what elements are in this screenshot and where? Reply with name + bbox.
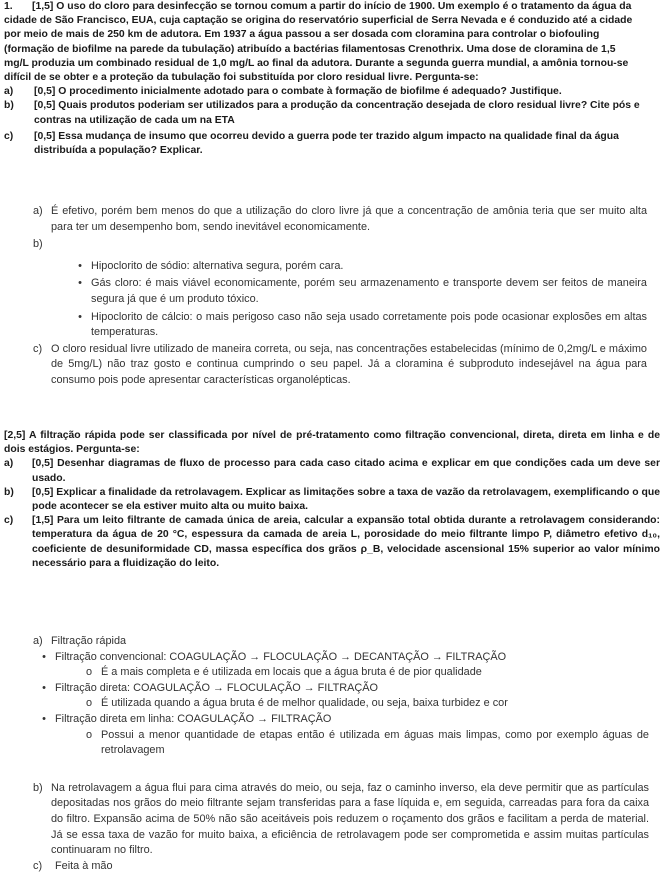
- circle-bullet-icon: o: [85, 666, 93, 679]
- question-line: por meio de mais de 250 km de adutora. Em 1937 a água passou a ser dosada com cloramina para controlar o biofouling: [4, 29, 600, 41]
- question-item-text: [0,5] Desenhar diagramas de fluxo de processo para cada caso citado acima e explicar em que condições cada um deve ser usado.: [32, 458, 660, 484]
- bullet-icon: •: [78, 259, 82, 272]
- question-item: a) [0,5] Desenhar diagramas de fluxo de processo para cada caso citado acima e explicar em que condições cada um deve ser usado.: [4, 457, 660, 485]
- question-line: cidade de São Francisco, EUA, cuja captação se origina do reservatório superficial de Serra Nevada e é conduzido até a cidade: [4, 15, 633, 27]
- question-line: O uso do cloro para desinfecção se tornou comum a partir do início de 1900. Um exemplo é o tratamento da água da: [56, 1, 632, 12]
- list-item: • Filtração convencional: COAGULAÇÃO → FLOCULAÇÃO → DECANTAÇÃO → FILTRAÇÃO: [33, 650, 649, 666]
- list-item: • Filtração direta: COAGULAÇÃO → FLOCULAÇÃO → FILTRAÇÃO: [33, 681, 649, 697]
- answer-text: É efetivo, porém bem menos do que a utilização do cloro livre já que a concentração de amônia teria que ser muito alta para ter um desempenho bom, sendo inevitável economicamente.: [51, 205, 647, 233]
- bullet-icon: •: [42, 712, 46, 725]
- question-item-text: [0,5] O procedimento inicialmente adotado para o combate à formação de biofilme é adequado? Justifique.: [34, 86, 562, 98]
- list-item: • Hipoclorito de sódio: alternativa segura, porém cara.: [69, 259, 647, 275]
- question-score: [1,5]: [32, 1, 54, 12]
- question-item: c) [0,5] Essa mudança de insumo que ocorreu devido a guerra pode ter trazido algum impacto na qualidade final da água distribuída a população? Explicar.: [4, 130, 660, 158]
- answer-bullet-list: [33, 259, 647, 341]
- question-line: mg/L produzia um combinado residual de 1,0 mg/L ao final da adutora. Durante a segunda guerra mundial, a amônia tornou-se: [4, 57, 629, 69]
- answer-text: Feita à mão: [55, 859, 113, 872]
- bullet-icon: •: [78, 277, 82, 290]
- question-item: c) [1,5] Para um leito filtrante de camada única de areia, calcular a expansão total obtida durante a retrolavagem considerando: temperatura da água de 20 °C, espessura da camada de areia L, porosidade do meio filtrante limpo P, diâmetro efetivo d₁₀, coeficiente de desuniformidade CD, massa específica dos grãos ρ_B, velocidade ascensional 15% superior ao valor mínimo necessário para a fluidização do leito.: [4, 514, 660, 571]
- list-item: • Filtração direta em linha: COAGULAÇÃO → FILTRAÇÃO: [33, 712, 649, 728]
- question-item-text: [0,5] Quais produtos poderiam ser utilizados para a produção da concentração desejada de cloro residual livre? Cite pós e contras na utilização de cada um na ETA: [34, 100, 640, 126]
- answer-text: Na retrolavagem a água flui para cima através do meio, ou seja, faz o caminho inverso, ela deve permitir que as partículas depositadas nos grãos do meio filtrante sejam transferidas para a fase líquida e, em seguida, carreadas para fora da caixa do filtro. Expansão acima de 50% não são aceitáveis pois reduzem o roçamento dos grãos e facilitam a perda de material. Já se essa taxa de vazão for muito baixa, a eficiência de retrolavagem pode ser comprometida e assim muitas partículas continuaram no filtro.: [51, 781, 649, 857]
- bullet-icon: •: [78, 310, 82, 323]
- sub-list-item: o Possui a menor quantidade de etapas então é utilizada em águas mais limpas, como por exemplo águas de retrolavagem: [33, 728, 649, 759]
- bullet-icon: •: [42, 681, 46, 694]
- answer-item-a: a) É efetivo, porém bem menos do que a utilização do cloro livre já que a concentração de amônia teria que ser muito alta para ter um desempenho bom, sendo inevitável economicamente.: [33, 204, 647, 235]
- answer-title: Filtração rápida: [51, 635, 127, 647]
- answer-item-b: b): [33, 238, 43, 251]
- list-item: • Gás cloro: é mais viável economicamente, porém seu armazenamento e transporte devem ser feitos de maneira segura já que é um produto tóxico.: [69, 276, 647, 307]
- question-line: (formação de biofilme na parede da tubulação) atribuído a bactérias filamentosas Crenothrix. Uma dose de cloramina de 1,5: [4, 43, 616, 55]
- question-item-text: [1,5] Para um leito filtrante de camada única de areia, calcular a expansão total obtida durante a retrolavagem considerando: temperatura da água de 20 °C, espessura da camada de areia L, porosidade do meio filtrante limpo P, diâmetro efetivo d₁₀, coeficiente de desuniformidade CD, massa específica dos grãos ρ_B, velocidade ascensional 15% superior ao valor mínimo necessário para a fluidização do leito.: [32, 515, 660, 569]
- question-intro: [2,5] A filtração rápida pode ser classificada por nível de pré-tratamento como filtração convencional, direta, direta em linha e de dois estágios. Pergunta-se:: [4, 430, 660, 456]
- answer-2: [33, 634, 649, 874]
- sub-list-item: o É utilizada quando a água bruta é de melhor qualidade, ou seja, baixa turbidez e cor: [33, 696, 649, 712]
- question-2: [4, 429, 660, 571]
- circle-bullet-icon: o: [85, 697, 93, 710]
- question-item: b) [0,5] Explicar a finalidade da retrolavagem. Explicar as limitações sobre a taxa de vazão da retrolavagem, exemplificando o que pode acontecer se ela estiver muito alta ou muito baixa.: [4, 486, 660, 514]
- answer-item-a: a) Filtração rápida: [33, 634, 649, 650]
- question-line: difícil de se obter e a proteção da tubulação foi substituída por cloro residual livre. Pergunta-se:: [4, 72, 479, 84]
- circle-bullet-icon: o: [85, 728, 93, 741]
- question-item-text: [0,5] Essa mudança de insumo que ocorreu devido a guerra pode ter trazido algum impacto na qualidade final da água distribuída a população? Explicar.: [34, 130, 619, 157]
- question-item-text: [0,5] Explicar a finalidade da retrolavagem. Explicar as limitações sobre a taxa de vazão da retrolavagem, exemplificando o que pode acontecer se ela estiver muito alta ou muito baixa.: [32, 486, 660, 513]
- list-item: • Hipoclorito de cálcio: o mais perigoso caso não seja usado corretamente pois pode ocasionar explosões em altas temperaturas.: [69, 310, 647, 341]
- answer-text: O cloro residual livre utilizado de maneira correta, ou seja, nas concentrações estabelecidas (mínimo de 0,2mg/L e máximo de 5mg/L) não traz gosto e continua cumprindo o seu papel. Já a cloramina é subproduto indesejável na água para consumo pois pode apresentar características organolépticas.: [51, 342, 647, 386]
- answer-item-c: c) Feita à mão: [33, 859, 649, 874]
- question-1: [4, 0, 660, 158]
- question-item: b) [0,5] Quais produtos poderiam ser utilizados para a produção da concentração desejada de cloro residual livre? Cite pós e contras na utilização de cada um na ETA: [4, 99, 660, 127]
- answer-item-c: c) O cloro residual livre utilizado de maneira correta, ou seja, nas concentrações estabelecidas (mínimo de 0,2mg/L e máximo de 5mg/L) não traz gosto e continua cumprindo o seu papel. Já a cloramina é subproduto indesejável na água para consumo pois pode apresentar características organolépticas.: [33, 342, 647, 389]
- question-score: [2,5]: [4, 430, 26, 441]
- answer-item-b: b) Na retrolavagem a água flui para cima através do meio, ou seja, faz o caminho inverso, ela deve permitir que as partículas depositadas nos grãos do meio filtrante sejam transferidas para a fase líquida e, em seguida, carreadas para fora da caixa do filtro. Expansão acima de 50% não são aceitáveis pois reduzem o roçamento dos grãos e facilitam a perda de material. Já se essa taxa de vazão for muito baixa, a eficiência de retrolavagem pode ser comprometida e assim muitas partículas continuaram no filtro.: [33, 781, 649, 859]
- process-list: [33, 650, 649, 759]
- bullet-icon: •: [42, 650, 46, 663]
- question-number: 1.: [4, 1, 13, 12]
- question-item: a) [0,5] O procedimento inicialmente adotado para o combate à formação de biofilme é adequado? Justifique.: [4, 85, 660, 99]
- answer-1: [33, 204, 647, 389]
- sub-list-item: o É a mais completa e é utilizada em locais que a água bruta é de pior qualidade: [33, 665, 649, 681]
